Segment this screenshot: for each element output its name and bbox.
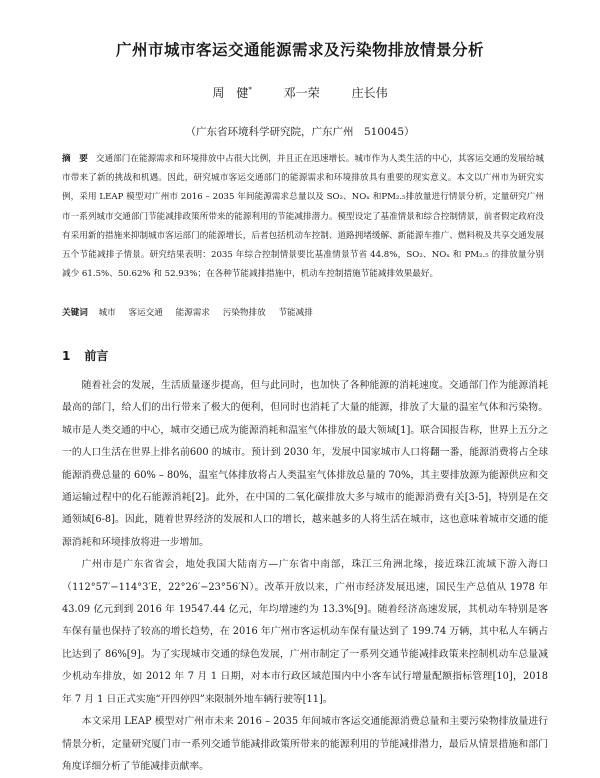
keywords-label: 关键词 bbox=[62, 308, 88, 318]
section-heading bbox=[62, 347, 108, 364]
corresponding-author-mark: * bbox=[248, 86, 252, 94]
section-title: 前言 bbox=[84, 349, 109, 363]
keyword: 能源需求 bbox=[175, 308, 210, 318]
abstract-text: 交通部门在能源需求和环境排放中占很大比例，并且正在迅速增长。城市作为人类生活的中心，其客运交通的发展给城市带来了新的挑战和机遇。因此，研究城市客运交通部门的能源需求和环境排放具有重要的现实意义。本文以广州市为研究实例，采用 LEAP 模型对广州市 2016 – 2035 年间能源需求总量以及 SO₂、NOₓ 和PM₂.₅排放量进行情景分析，定量研究广州市一系列城市交通部门节能减排政策所带来的能源利用的节能减排潜力。模型设定了基准情景和综合控制情景，前者假定政府没有采用新的措施来抑制城市客运部门的能源增长，后者包括机动车控制、道路拥堵缓解、新能源车推广、燃料税及共享交通发展五个节能减排子情景。研究结果表明：2035 年综合控制情景要比基准情景节省 44.8%，SO₂、NOₓ 和 PM₂.₅ 的排放量分别减少 61.5%、50.62% 和 52.93%；在各种节能减排措施中，机动车控制措施节能减排效果最好。 bbox=[62, 154, 544, 280]
affiliation: （广东省环境科学研究院，广东广州 510045） bbox=[185, 126, 415, 138]
paragraph: 广州市是广东省省会，地处我国大陆南方—广东省中南部，珠江三角洲北缘，接近珠江流域下游入海口（112°57′−114°3′E，22°26′−23°56′N）。改革开放以来，广州市经济发展迅速，国民生产总值从 1978 年 43.09 亿元到到 2016 年 19547.44 亿元，年均增速约为 13.3%[9]。随着经济高速发展，其机动车特别是客车保有量也保持了较高的增长趋势，在 2016 年广州市客运机动车保有量达到了 199.74 万辆，其中私人车辆占比达到了 86%[9]。为了实现城市交通的绿色发展，广州市制定了一系列交通节能减排政策来控制机动车总量减少机动车排放，如 2012 年 7 月 1 日期，对本市行政区域范围内中小客车试行增量配额指标管理[10]，2018 年 7 月 1 日正式实施“开四停四”来限制外地车辆行驶等[11]。 bbox=[62, 559, 548, 705]
author-name: 周 健* bbox=[212, 86, 252, 100]
author-name: 邓一荣 bbox=[283, 86, 320, 100]
paragraph: 随着社会的发展，生活质量逐步提高，但与此同时，也加快了各种能源的消耗速度。交通部门作为能源消耗最高的部门，给人们的出行带来了极大的便利，但同时也消耗了大量的能源，排放了大量的温室气体和污染物。城市是人类交通的中心，城市交通已成为能源消耗和温室气体排放的最大领域[1]。联合国报告称，世界上五分之一的人口生活在世界上排名前600 的城市。预计到 2030 年，发展中国家城市人口将翻一番，能源消费将占全球能源消费总量的 60% – 80%，温室气体排放将占人类温室气体排放总量的 70%，其主要排放源为能源供应和交通运输过程中的化石能源消耗[2]。此外，在中国的二氧化碳排放大多与城市的能源消费有关[3-5]，特别是在交通领域[6-8]。因此，随着世界经济的发展和人口的增长，越来越多的人将生活在城市，这也意味着城市交通的能源消耗和环境排放将进一步增加。 bbox=[62, 380, 548, 548]
keywords bbox=[62, 306, 544, 318]
keyword: 城市 bbox=[98, 308, 116, 318]
section-number: 1 bbox=[62, 349, 71, 363]
author-list bbox=[0, 84, 600, 101]
paragraph: 本文采用 LEAP 模型对广州市未来 2016 – 2035 年间城市客运交通能源消费总量和主要污染物排放量进行情景分析，定量研究厦门市一系列交通节能减排政策所带来的能源利用的节能减排潜力，最后从情景措施和部门角度详细分析了节能减排贡献率。 bbox=[62, 716, 548, 772]
abstract bbox=[62, 150, 544, 284]
abstract-label: 摘 要 bbox=[62, 154, 88, 164]
keyword: 客运交通 bbox=[128, 308, 163, 318]
paper-title: 广州市城市客运交通能源需求及污染物排放情景分析 bbox=[115, 41, 484, 59]
keyword: 污染物排放 bbox=[222, 308, 266, 318]
keyword: 节能减排 bbox=[278, 308, 313, 318]
body-text bbox=[62, 375, 548, 778]
author-name: 庄长伟 bbox=[351, 86, 388, 100]
